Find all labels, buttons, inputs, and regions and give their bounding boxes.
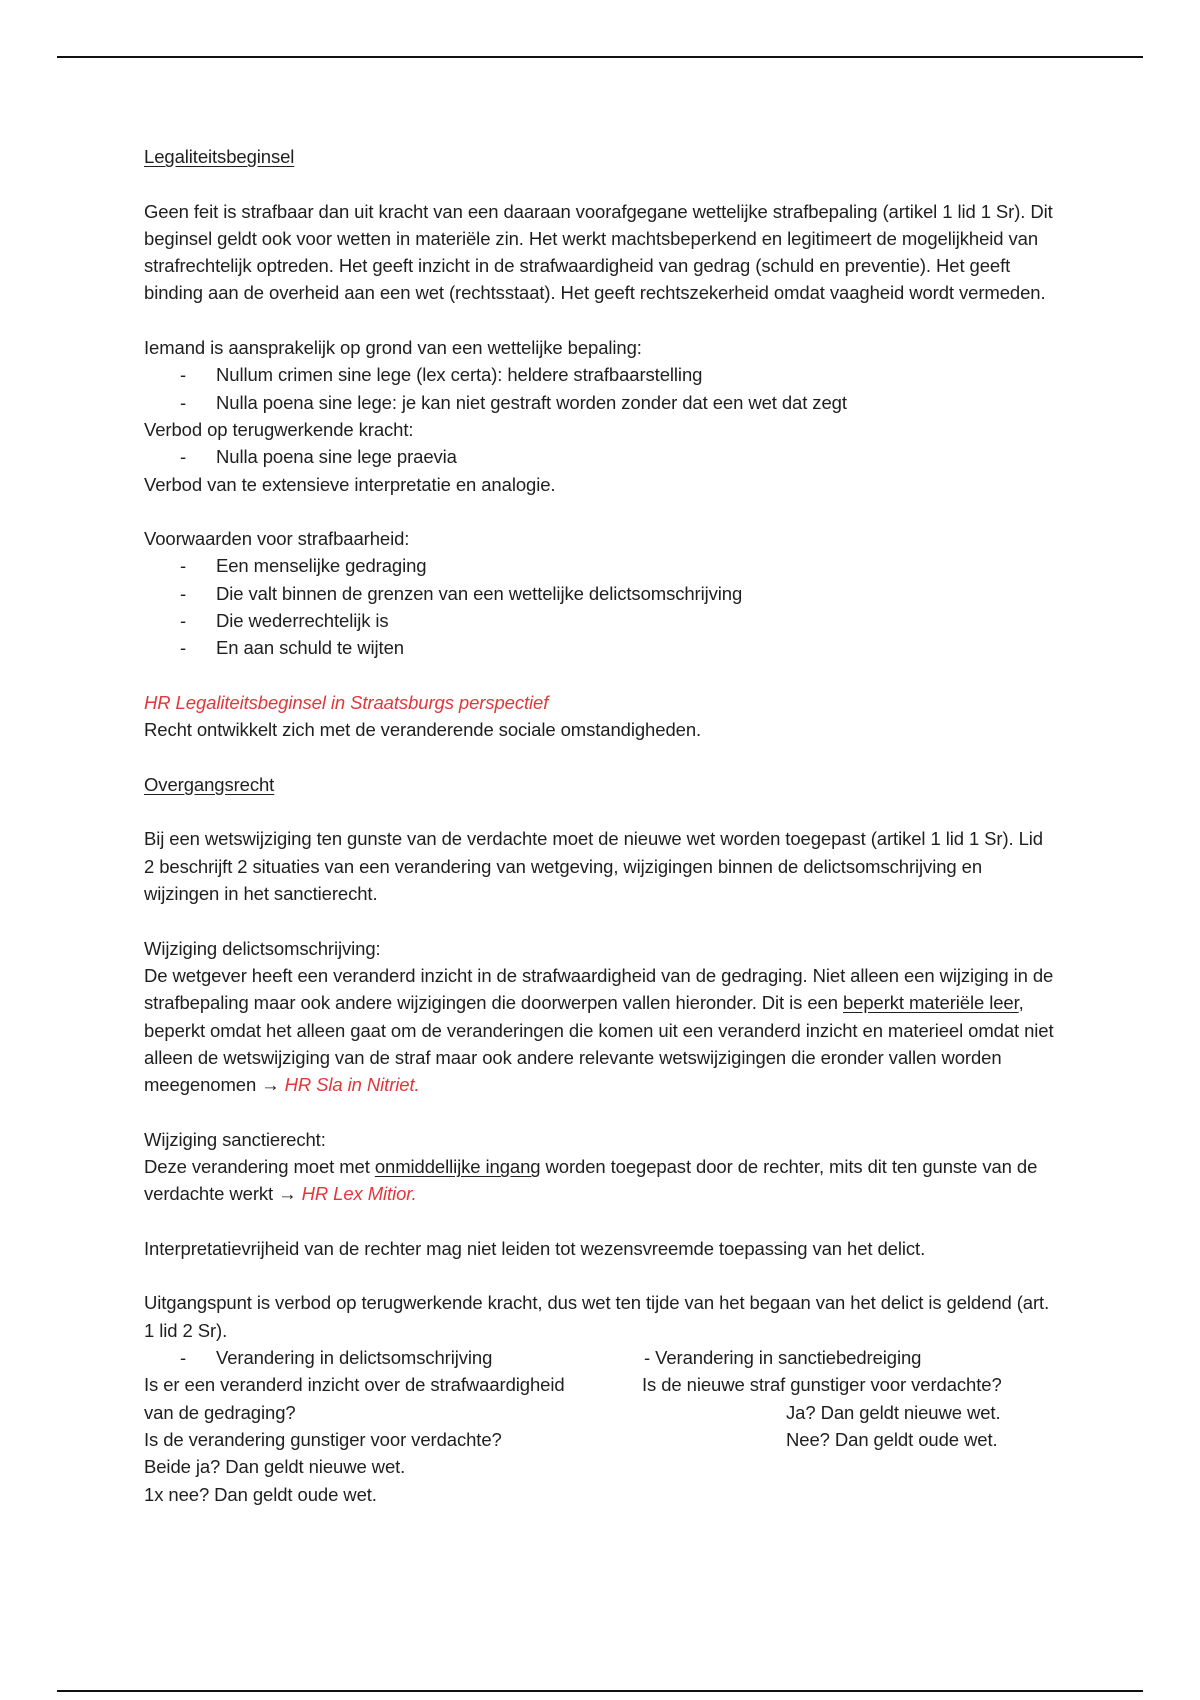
header-rule [57,56,1143,58]
paragraph-terugwerkend: Verbod op terugwerkende kracht: [144,418,414,440]
term-beperkt-materiele-leer: beperkt materiële leer [842,992,1019,1014]
paragraph-extensief: Verbod van te extensieve interpretatie en analogie. [144,473,556,495]
comparison-row [144,1399,1056,1426]
col-right-question: Is de nieuwe straf gunstiger voor verdachte? [642,1374,1002,1396]
paragraph-hr-text: Recht ontwikkelt zich met de veranderende sociale omstandigheden. [144,719,702,741]
heading-legaliteitsbeginsel: Legaliteitsbeginsel [144,146,295,167]
arrow-right-icon: → [278,1183,297,1205]
term-onmiddellijke-ingang: onmiddellijke ingang [374,1155,541,1177]
label-wijziging-sanctie: Wijziging sanctierecht: [144,1128,326,1150]
list-item: - Die valt binnen de grenzen van een wettelijke delictsomschrijving [180,582,743,604]
col-right-answer-no: Nee? Dan geldt oude wet. [786,1428,998,1450]
paragraph-legaliteit-intro: Geen feit is strafbaar dan uit kracht van een daaraan voorafgegane wettelijke strafbepaling (artikel 1 lid 1 Sr). Dit beginsel geldt ook voor wetten in materiële zin. Het werkt machtsbeperkend en legitimeert de mogelijkheid van strafrechtelijk optreden. Het geeft inzicht in de strafwaardigheid van gedrag (schuld en preventie). Het geeft binding aan de overheid aan een wet (rechtsstaat). Het geeft rechtszekerheid omdat vaagheid wordt vermeden. [144,200,1053,304]
col-right-answer-yes: Ja? Dan geldt nieuwe wet. [786,1401,1001,1423]
col-left-question-2: Is de verandering gunstiger voor verdachte? [144,1428,502,1450]
paragraph-uitgangspunt: Uitgangspunt is verbod op terugwerkende kracht, dus wet ten tijde van het begaan van het delict is geldend (art. 1 lid 2 Sr). [144,1292,1050,1341]
document-body [144,143,1056,1508]
col-left-question: Is er een veranderd inzicht over de strafwaardigheid [144,1374,565,1396]
case-reference-straatsburg: HR Legaliteitsbeginsel in Straatsburgs perspectief [144,691,549,713]
list-item: - Nullum crimen sine lege (lex certa): heldere strafbaarstelling [180,364,703,386]
comparison-row [144,1453,1056,1480]
comparison-row [144,1371,1056,1398]
col-left-answer-no: 1x nee? Dan geldt oude wet. [144,1483,377,1505]
list-item: - Een menselijke gedraging [180,555,427,577]
paragraph-interpretatie: Interpretatievrijheid van de rechter mag niet leiden tot wezensvreemde toepassing van het delict. [144,1237,926,1259]
arrow-right-icon: → [261,1074,280,1096]
list-item: - En aan schuld te wijten [180,637,404,659]
comparison-row: - Verandering in delictsomschrijving - Verandering in sanctiebedreiging [144,1344,1056,1371]
list-item: - Die wederrechtelijk is [180,610,389,632]
paragraph-aansprakelijk: Iemand is aansprakelijk op grond van een wettelijke bepaling: [144,337,642,359]
list-item: - Nulla poena sine lege: je kan niet gestraft worden zonder dat een wet dat zegt [180,391,847,413]
paragraph-voorwaarden: Voorwaarden voor strafbaarheid: [144,528,410,550]
label-wijziging-delict: Wijziging delictsomschrijving: [144,937,381,959]
paragraph-overgang-intro: Bij een wetswijziging ten gunste van de verdachte moet de nieuwe wet worden toegepast (artikel 1 lid 1 Sr). Lid 2 beschrijft 2 situaties van een verandering van wetgeving, wijzigingen binnen de delictsomschrijving en wijzingen in het sanctierecht. [144,828,1043,905]
case-reference-lex-mitior: HR Lex Mitior. [301,1183,417,1205]
case-reference-sla-in-nitriet: HR Sla in Nitriet. [284,1074,420,1096]
comparison-row [144,1426,1056,1453]
list-item: - Nulla poena sine lege praevia [180,446,457,468]
col-left-title: Verandering in delictsomschrijving [216,1347,493,1369]
footer-rule [57,1690,1143,1692]
paragraph-wijziging-delict: De wetgever heeft een veranderd inzicht in de strafwaardigheid van de gedraging. Niet alleen een wijziging in de strafbepaling maar ook andere wijzigingen die doorwerpen vallen hieronder. Dit is een beperkt materiële leer, beperkt omdat het alleen gaat om de veranderingen die komen uit een veranderd inzicht en materieel omdat niet alleen de wetswijziging van de straf maar ook andere relevante wetswijzigingen die eronder vallen worden meegenomen → HR Sla in Nitriet. [144,964,1054,1096]
heading-overgangsrecht: Overgangsrecht [144,773,275,795]
col-right-title: - Verandering in sanctiebedreiging [644,1347,922,1369]
comparison-row [144,1481,1056,1508]
paragraph-wijziging-sanctie: Deze verandering moet met onmiddellijke ingang worden toegepast door de rechter, mits dit ten gunste van de verdachte werkt → HR Lex Mitior. [144,1155,1038,1205]
col-left-question-cont: van de gedraging? [144,1401,296,1423]
col-left-answer-yes: Beide ja? Dan geldt nieuwe wet. [144,1456,406,1478]
